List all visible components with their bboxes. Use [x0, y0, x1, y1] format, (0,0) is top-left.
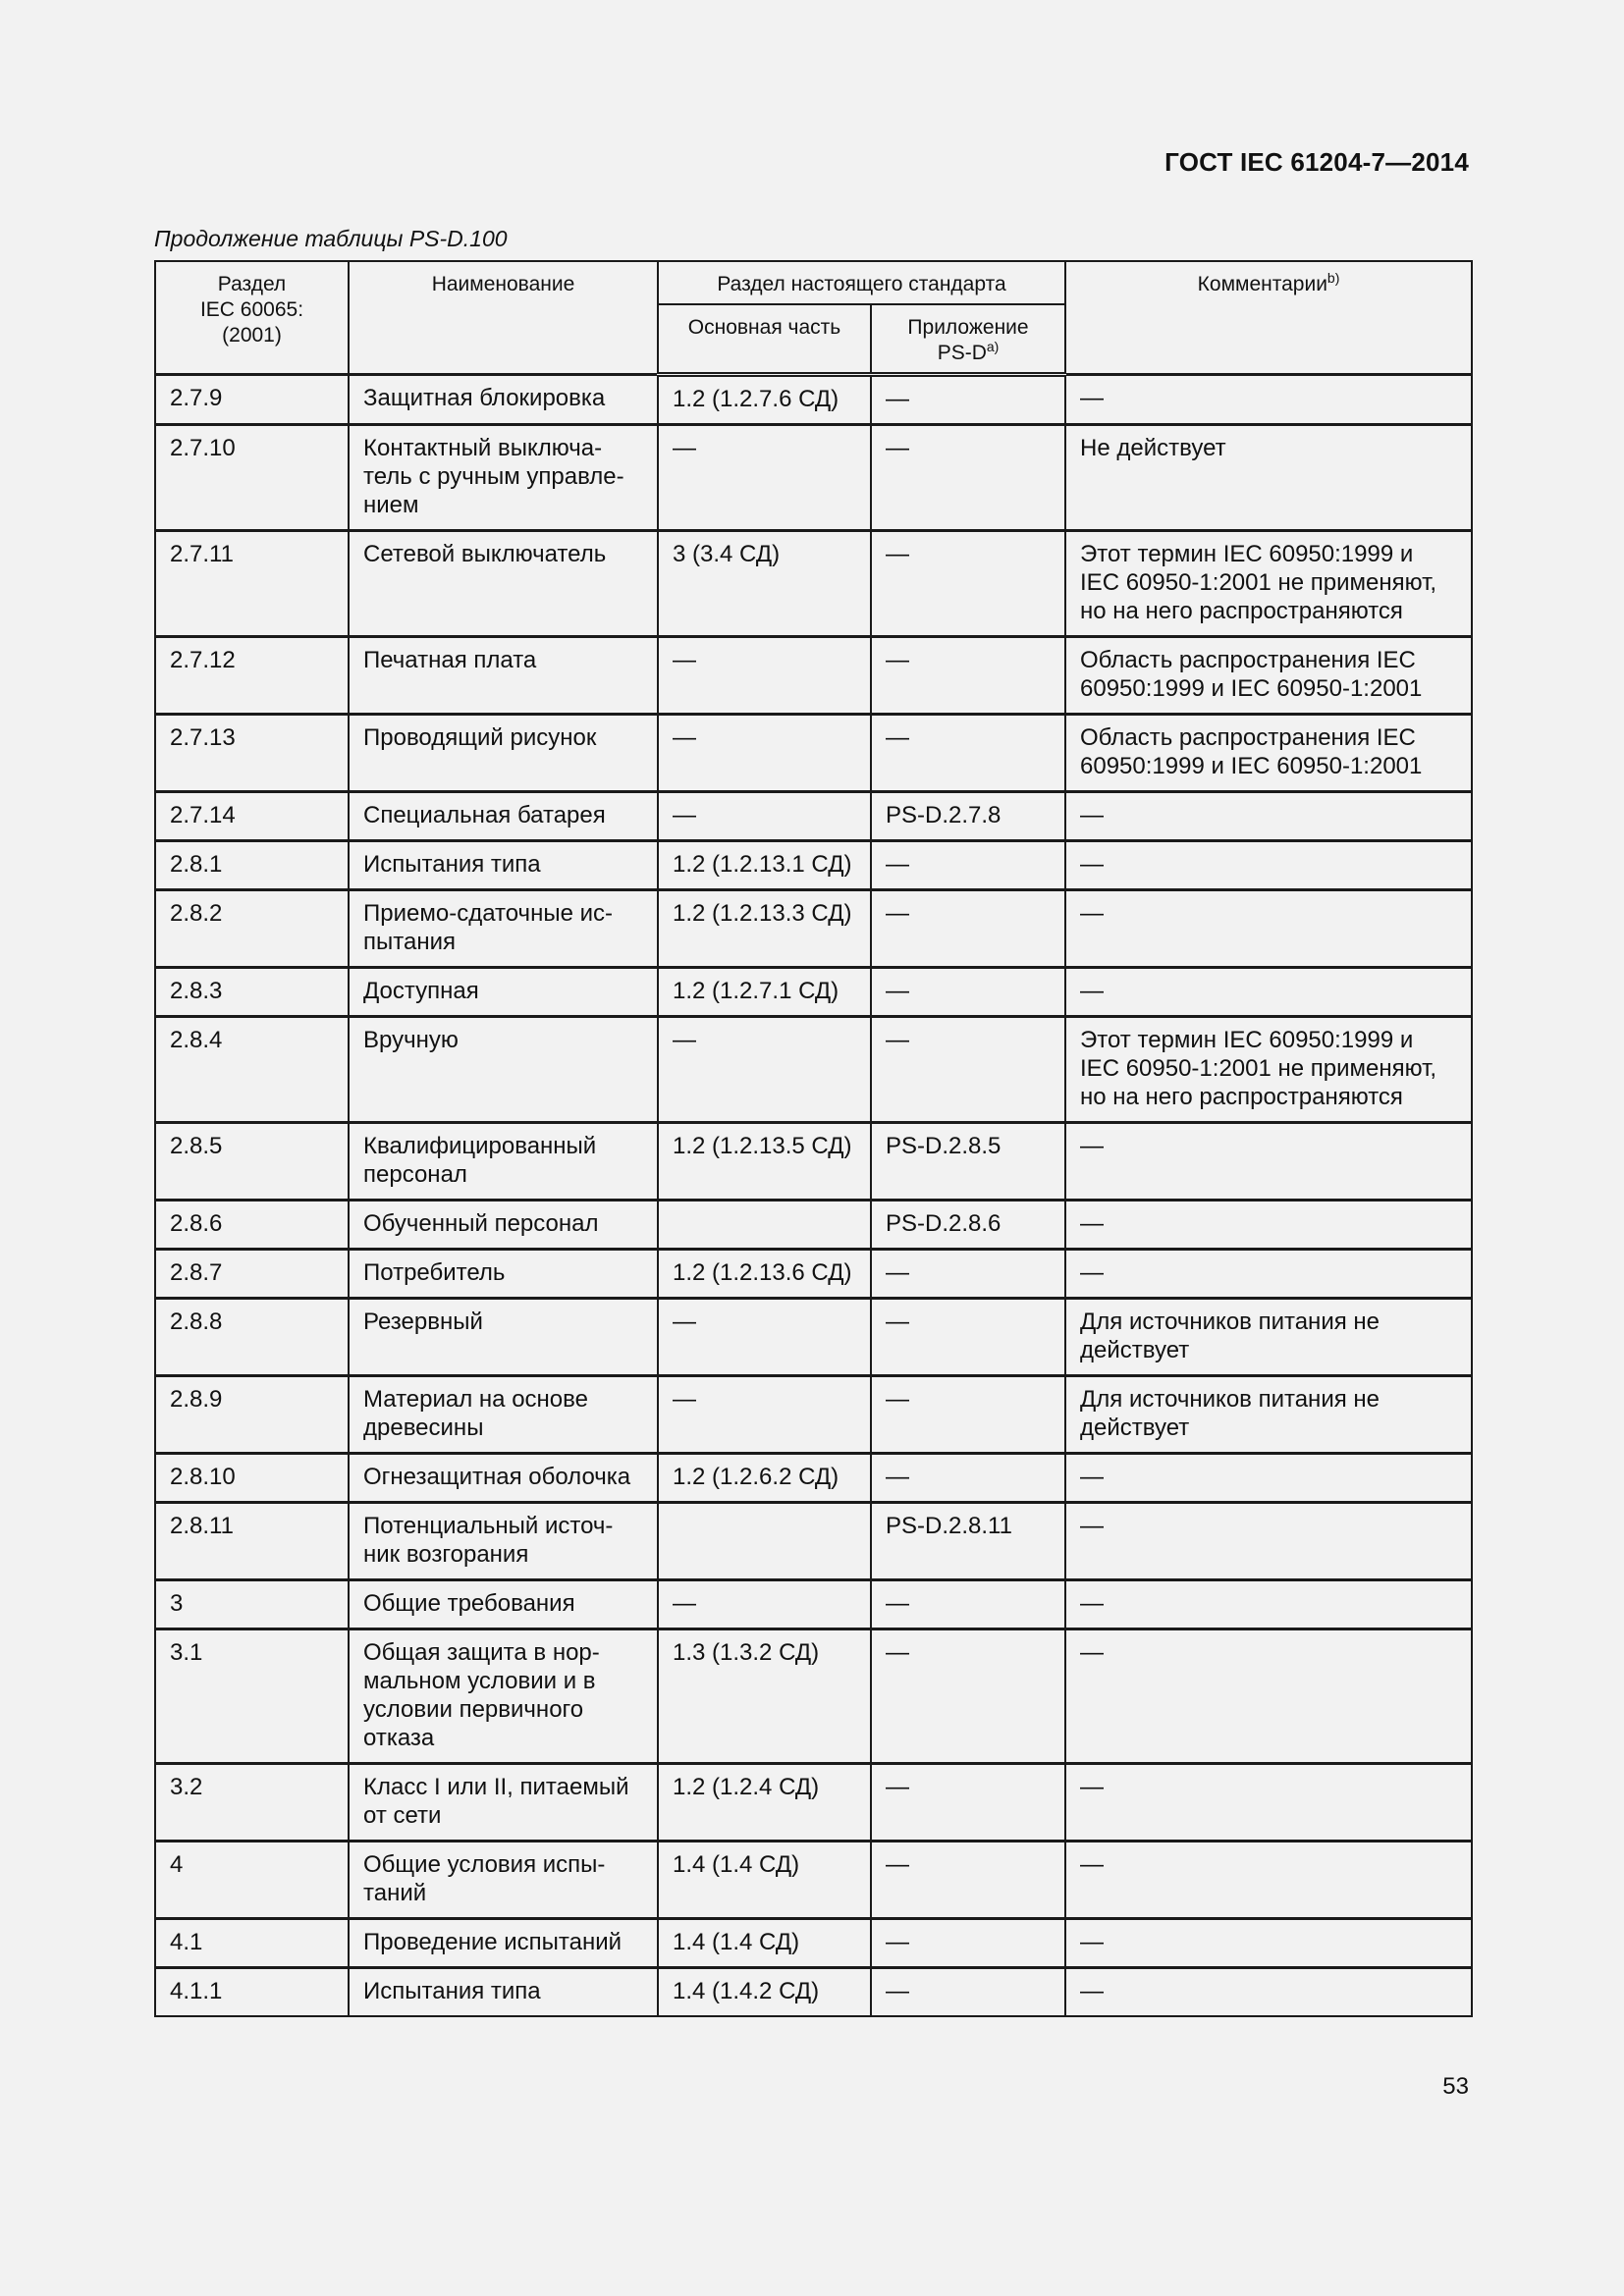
table-row — [155, 1503, 1472, 1580]
cell-main: — — [658, 1017, 871, 1123]
cell-section: 2.8.11 — [155, 1503, 349, 1580]
table-row — [155, 531, 1472, 637]
cell-main: — — [658, 792, 871, 841]
table-row — [155, 1017, 1472, 1123]
cell-name: Проводящий рисунок — [349, 715, 658, 792]
header-comments-footnote: b) — [1326, 270, 1340, 286]
header-annex — [871, 304, 1065, 375]
cell-main: 1.2 (1.2.13.3 СД) — [658, 890, 871, 968]
cell-name: Приемо-сдаточные ис-пытания — [349, 890, 658, 968]
cell-section: 2.8.4 — [155, 1017, 349, 1123]
cell-annex: — — [871, 637, 1065, 715]
cell-name: Специальная батарея — [349, 792, 658, 841]
table-row — [155, 715, 1472, 792]
cell-comment: Этот термин IEC 60950:1999 и IEC 60950-1:2001 не применяют, но на него распространяются — [1065, 531, 1472, 637]
cell-section: 2.8.3 — [155, 968, 349, 1017]
table-row — [155, 1201, 1472, 1250]
header-section — [155, 261, 349, 375]
cell-comment: Область распространения IEC 60950:1999 и IEC 60950-1:2001 — [1065, 715, 1472, 792]
table-row — [155, 1123, 1472, 1201]
cell-name: Квалифицированный персонал — [349, 1123, 658, 1201]
table-row — [155, 1454, 1472, 1503]
table-caption: Продолжение таблицы PS-D.100 — [154, 226, 508, 251]
header-section-line1: Раздел — [217, 273, 287, 295]
cell-annex: — — [871, 1250, 1065, 1299]
cell-comment: — — [1065, 968, 1472, 1017]
cell-annex: — — [871, 1919, 1065, 1968]
cell-name: Общие требования — [349, 1580, 658, 1629]
cell-main: 1.4 (1.4 СД) — [658, 1842, 871, 1919]
table-row — [155, 890, 1472, 968]
cell-annex: — — [871, 1580, 1065, 1629]
cell-comment: — — [1065, 1629, 1472, 1764]
cell-main: 1.2 (1.2.13.6 СД) — [658, 1250, 871, 1299]
cell-comment: Для источников питания не действует — [1065, 1299, 1472, 1376]
cell-main: — — [658, 1299, 871, 1376]
header-annex-line2: PS-D — [937, 342, 987, 364]
cell-comment: — — [1065, 375, 1472, 425]
table-row — [155, 375, 1472, 425]
header-annex-line1: Приложение — [907, 316, 1029, 339]
cell-main: 1.2 (1.2.13.1 СД) — [658, 841, 871, 890]
cell-comment: Не действует — [1065, 425, 1472, 531]
cell-comment: Этот термин IEC 60950:1999 и IEC 60950-1:2001 не применяют, но на него распространяются — [1065, 1017, 1472, 1123]
cell-section: 4 — [155, 1842, 349, 1919]
table-row — [155, 1764, 1472, 1842]
header-comments — [1065, 261, 1472, 375]
cell-name: Испытания типа — [349, 841, 658, 890]
cell-section: 2.8.7 — [155, 1250, 349, 1299]
cell-comment: Область распространения IEC 60950:1999 и IEC 60950-1:2001 — [1065, 637, 1472, 715]
table-row — [155, 1376, 1472, 1454]
cell-annex: — — [871, 1629, 1065, 1764]
table-row — [155, 1580, 1472, 1629]
cell-name: Испытания типа — [349, 1968, 658, 2017]
cell-name: Резервный — [349, 1299, 658, 1376]
cell-section: 2.7.9 — [155, 375, 349, 425]
cell-comment: — — [1065, 1580, 1472, 1629]
cell-annex: — — [871, 425, 1065, 531]
cell-section: 2.7.14 — [155, 792, 349, 841]
header-standard-group: Раздел настоящего стандарта — [658, 261, 1065, 304]
cell-section: 2.8.1 — [155, 841, 349, 890]
header-comments-label: Комментарии — [1197, 273, 1327, 295]
document-title: ГОСТ IEC 61204-7—2014 — [1164, 147, 1469, 177]
table-row — [155, 1842, 1472, 1919]
cell-name: Вручную — [349, 1017, 658, 1123]
cell-name: Потенциальный источ-ник возгорания — [349, 1503, 658, 1580]
cell-main: — — [658, 425, 871, 531]
cell-name: Печатная плата — [349, 637, 658, 715]
table-row — [155, 1299, 1472, 1376]
cell-name: Обученный персонал — [349, 1201, 658, 1250]
cell-comment: — — [1065, 1842, 1472, 1919]
cell-name: Общая защита в нор-мальном условии и в условии первичного отказа — [349, 1629, 658, 1764]
cell-name: Сетевой выключатель — [349, 531, 658, 637]
cell-annex: — — [871, 715, 1065, 792]
cell-comment: Для источников питания не действует — [1065, 1376, 1472, 1454]
cell-annex: — — [871, 1299, 1065, 1376]
header-name: Наименование — [349, 261, 658, 375]
cell-annex: — — [871, 1376, 1065, 1454]
cell-comment: — — [1065, 1250, 1472, 1299]
cell-main: — — [658, 1580, 871, 1629]
cell-section: 3.2 — [155, 1764, 349, 1842]
cell-section: 2.8.2 — [155, 890, 349, 968]
cell-annex: — — [871, 1842, 1065, 1919]
cell-main — [658, 1503, 871, 1580]
cell-comment: — — [1065, 1454, 1472, 1503]
table-body — [155, 375, 1472, 2017]
cell-main: 1.2 (1.2.7.1 СД) — [658, 968, 871, 1017]
cell-annex: PS-D.2.8.5 — [871, 1123, 1065, 1201]
header-section-line2: IEC 60065: — [199, 298, 304, 321]
cell-comment: — — [1065, 841, 1472, 890]
cell-section: 2.7.11 — [155, 531, 349, 637]
cell-section: 2.7.10 — [155, 425, 349, 531]
cell-main: 1.2 (1.2.4 СД) — [658, 1764, 871, 1842]
table-row — [155, 1629, 1472, 1764]
cell-annex: — — [871, 1968, 1065, 2017]
cell-comment: — — [1065, 890, 1472, 968]
cell-name: Класс I или II, питаемый от сети — [349, 1764, 658, 1842]
page-number: 53 — [1442, 2073, 1469, 2100]
cell-section: 4.1 — [155, 1919, 349, 1968]
cell-main: 1.2 (1.2.7.6 СД) — [658, 375, 871, 425]
cell-section: 2.8.5 — [155, 1123, 349, 1201]
cell-annex: — — [871, 1454, 1065, 1503]
cell-main: — — [658, 715, 871, 792]
cell-comment: — — [1065, 792, 1472, 841]
table-row — [155, 637, 1472, 715]
cell-annex: — — [871, 841, 1065, 890]
cell-name: Доступная — [349, 968, 658, 1017]
table-row — [155, 1919, 1472, 1968]
cell-main: 1.2 (1.2.13.5 СД) — [658, 1123, 871, 1201]
cell-section: 4.1.1 — [155, 1968, 349, 2017]
table-row — [155, 425, 1472, 531]
cell-section: 2.8.8 — [155, 1299, 349, 1376]
cell-comment: — — [1065, 1123, 1472, 1201]
cell-annex: — — [871, 1764, 1065, 1842]
header-main-part: Основная часть — [658, 304, 871, 375]
cell-main: 1.4 (1.4.2 СД) — [658, 1968, 871, 2017]
cell-annex: — — [871, 1017, 1065, 1123]
cell-annex: — — [871, 375, 1065, 425]
table-row — [155, 1968, 1472, 2017]
cell-section: 2.8.9 — [155, 1376, 349, 1454]
cell-comment: — — [1065, 1503, 1472, 1580]
cell-annex: — — [871, 968, 1065, 1017]
cell-name: Общие условия испы-таний — [349, 1842, 658, 1919]
cell-main — [658, 1201, 871, 1250]
cell-name: Огнезащитная оболочка — [349, 1454, 658, 1503]
cell-name: Защитная блокировка — [349, 375, 658, 425]
cell-name: Контактный выключа-тель с ручным управле-нием — [349, 425, 658, 531]
cell-main: — — [658, 1376, 871, 1454]
header-annex-footnote: a) — [986, 339, 1000, 354]
cell-main: 3 (3.4 СД) — [658, 531, 871, 637]
table-row — [155, 968, 1472, 1017]
cell-section: 3 — [155, 1580, 349, 1629]
header-section-line3: (2001) — [222, 324, 282, 347]
cell-section: 2.7.12 — [155, 637, 349, 715]
cell-main: 1.4 (1.4 СД) — [658, 1919, 871, 1968]
cell-annex: PS-D.2.8.11 — [871, 1503, 1065, 1580]
cell-annex: — — [871, 531, 1065, 637]
cell-annex: PS-D.2.8.6 — [871, 1201, 1065, 1250]
cell-section: 2.7.13 — [155, 715, 349, 792]
cell-name: Потребитель — [349, 1250, 658, 1299]
cell-comment: — — [1065, 1919, 1472, 1968]
cell-section: 3.1 — [155, 1629, 349, 1764]
cell-main: 1.2 (1.2.6.2 СД) — [658, 1454, 871, 1503]
comparison-table — [154, 260, 1473, 2017]
cell-annex: PS-D.2.7.8 — [871, 792, 1065, 841]
table-row — [155, 792, 1472, 841]
cell-comment: — — [1065, 1968, 1472, 2017]
table-row — [155, 841, 1472, 890]
cell-main: 1.3 (1.3.2 СД) — [658, 1629, 871, 1764]
cell-annex: — — [871, 890, 1065, 968]
cell-comment: — — [1065, 1201, 1472, 1250]
cell-section: 2.8.6 — [155, 1201, 349, 1250]
cell-name: Материал на основе древесины — [349, 1376, 658, 1454]
cell-main: — — [658, 637, 871, 715]
cell-name: Проведение испытаний — [349, 1919, 658, 1968]
cell-section: 2.8.10 — [155, 1454, 349, 1503]
cell-comment: — — [1065, 1764, 1472, 1842]
table-row — [155, 1250, 1472, 1299]
